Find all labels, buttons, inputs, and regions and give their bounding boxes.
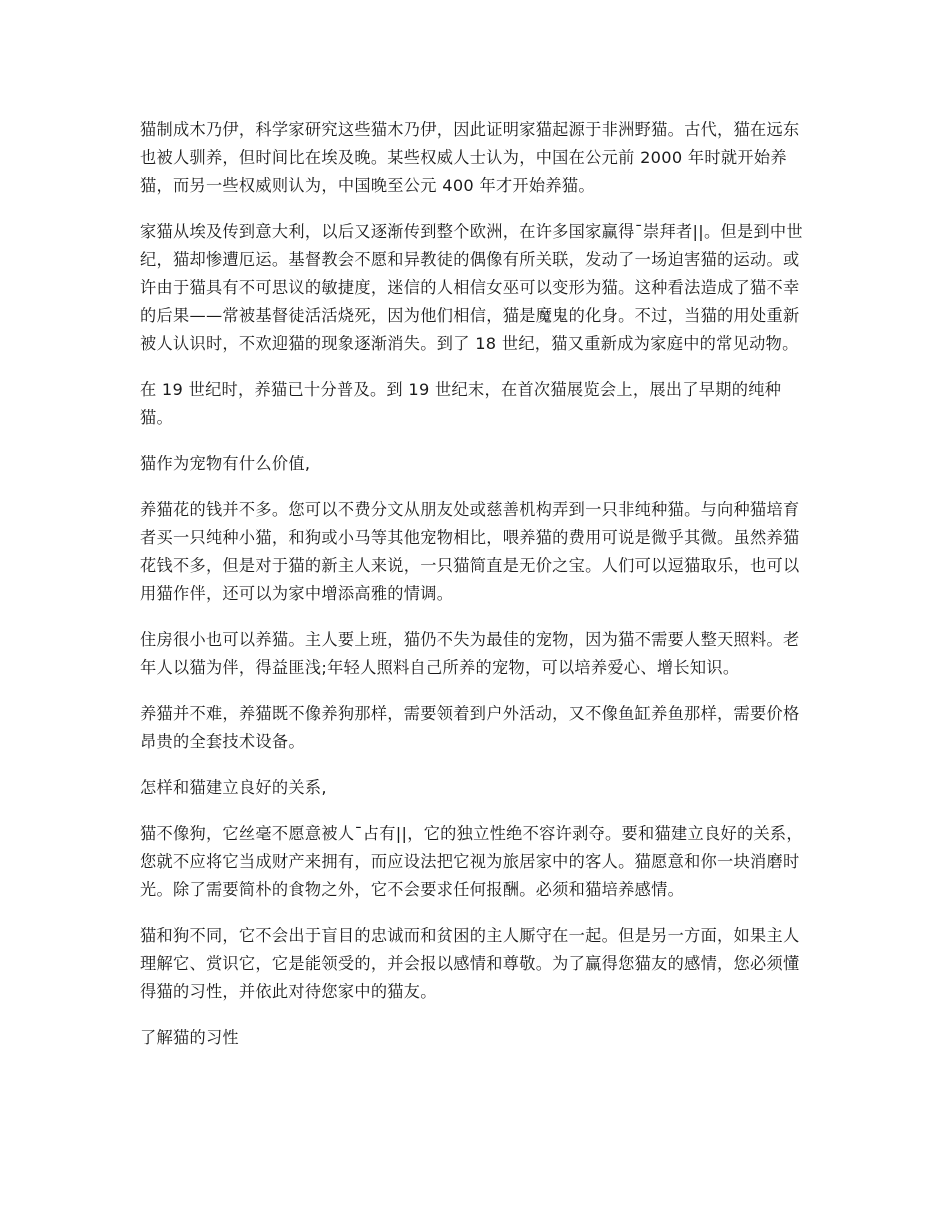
paragraph-19th-century: 在 19 世纪时，养猫已十分普及。到 19 世纪末，在首次猫展览会上，展出了早期的纯种猫。: [140, 380, 782, 427]
paragraph-small-home: 住房很小也可以养猫。主人要上班，猫仍不失为最佳的宠物，因为猫不需要人整天照料。老年人以猫为伴，得益匪浅;年轻人照料自己所养的宠物，可以培养爱心、增长知识。: [140, 630, 800, 677]
paragraph-independence: 猫不像狗，它丝毫不愿意被人¯占有||，它的独立性绝不容许剥夺。要和猫建立良好的关系，您就不应将它当成财产来拥有，而应设法把它视为旅居家中的客人。猫愿意和你一块消磨时光。除了需要简朴的食物之外，它不会要求任何报酬。必须和猫培养感情。: [140, 824, 803, 899]
section-heading-habits: 了解猫的习性: [140, 1028, 239, 1047]
paragraph-europe-history: 家猫从埃及传到意大利，以后又逐渐传到整个欧洲，在许多国家赢得¯崇拜者||。但是到中世纪，猫却惨遭厄运。基督教会不愿和异教徒的偶像有所关联，发动了一场迫害猫的运动。或许由于猫具有不可思议的敏捷度，迷信的人相信女巫可以变形为猫。这种看法造成了猫不幸的后果——常被基督徒活活烧死，因为他们相信，猫是魔鬼的化身。不过，当猫的用处重新被人认识时，不欢迎猫的现象逐渐消失。到了 18 世纪，猫又重新成为家庭中的常见动物。: [140, 222, 803, 353]
paragraph-easy-care: 养猫并不难，养猫既不像养狗那样，需要领着到户外活动，又不像鱼缸养鱼那样，需要价格昂贵的全套技术设备。: [140, 704, 800, 751]
paragraph-loyalty: 猫和狗不同，它不会出于盲目的忠诚而和贫困的主人厮守在一起。但是另一方面，如果主人理解它、赏识它，它是能领受的，并会报以感情和尊敬。为了赢得您猫友的感情，您必须懂得猫的习性，并依此对待您家中的猫友。: [140, 926, 800, 1001]
section-heading-relationship: 怎样和猫建立良好的关系,: [140, 778, 327, 797]
document-page: [140, 116, 814, 1070]
paragraph-origin: 猫制成木乃伊，科学家研究这些猫木乃伊，因此证明家猫起源于非洲野猫。古代，猫在远东也被人驯养，但时间比在埃及晚。某些权威人士认为，中国在公元前 2000 年时就开始养猫，而另一些权威则认为，中国晚至公元 400 年才开始养猫。: [140, 120, 800, 195]
section-heading-pet-value: 猫作为宠物有什么价值,: [140, 454, 311, 473]
paragraph-cost: 养猫花的钱并不多。您可以不费分文从朋友处或慈善机构弄到一只非纯种猫。与向种猫培育者买一只纯种小猫，和狗或小马等其他宠物相比，喂养猫的费用可说是微乎其微。虽然养猫花钱不多，但是对于猫的新主人来说，一只猫简直是无价之宝。人们可以逗猫取乐，也可以用猫作伴，还可以为家中增添高雅的情调。: [140, 500, 800, 603]
